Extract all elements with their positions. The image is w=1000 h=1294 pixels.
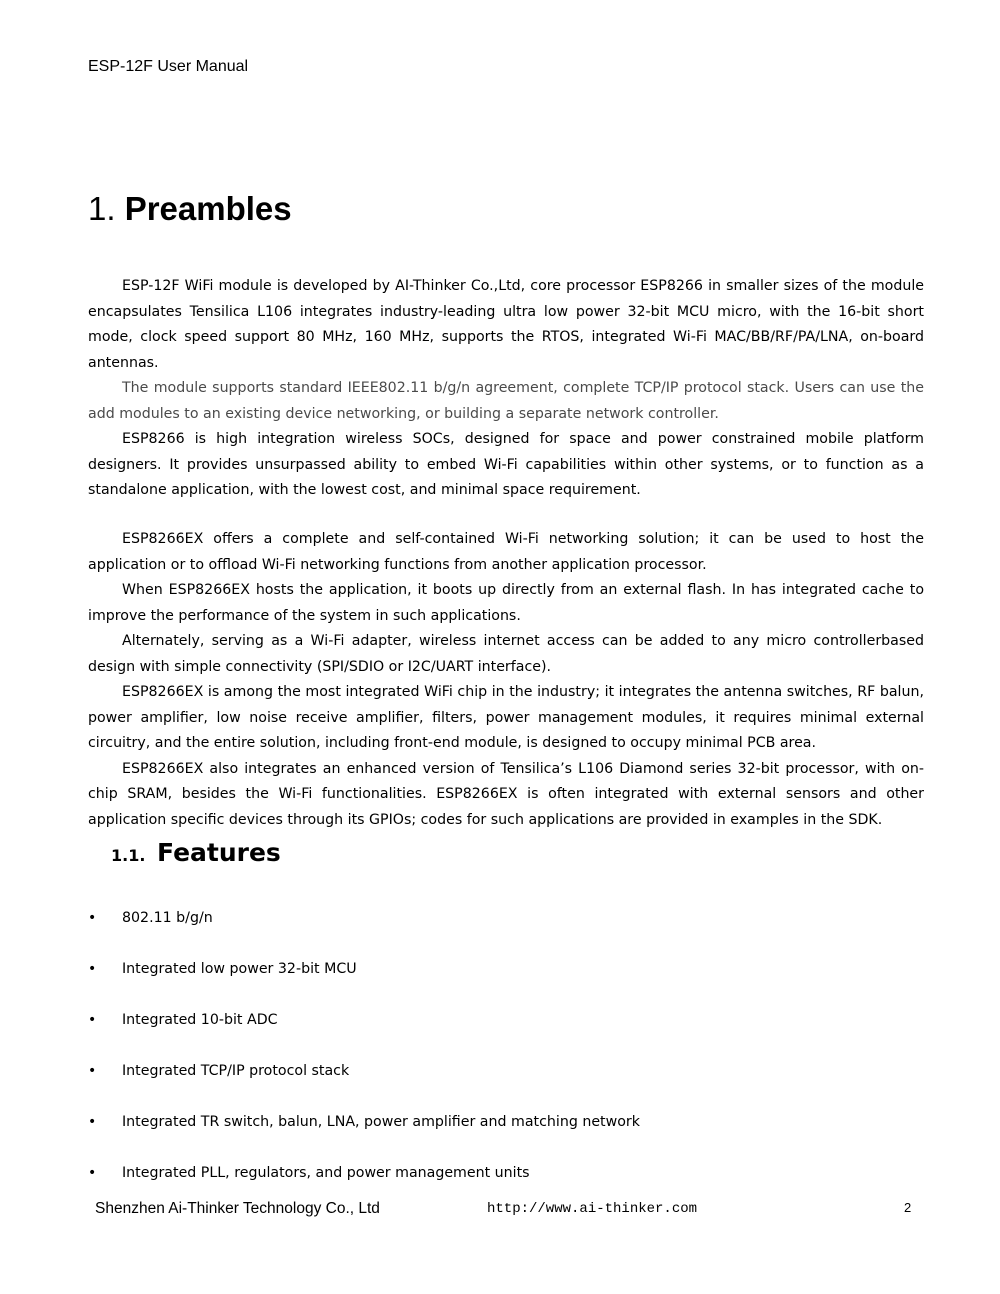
main-text: [88, 527, 924, 833]
feature-text: Integrated 10-bit ADC: [122, 1012, 278, 1028]
running-header: ESP-12F User Manual: [88, 58, 249, 75]
feature-text: Integrated PLL, regulators, and power management units: [122, 1165, 530, 1181]
paragraph: ESP8266 is high integration wireless SOCs, designed for space and power constrained mobile platform designers. It provides unsurpassed ability to embed Wi-Fi capabilities within other systems, or to function as a standalone application, with the lowest cost, and minimal space requirement.: [88, 431, 924, 498]
subsection-heading: [111, 838, 281, 867]
section-heading: [88, 186, 292, 232]
page-number: 2: [904, 1200, 912, 1215]
list-item: [88, 1058, 924, 1109]
paragraph: ESP-12F WiFi module is developed by AI-Thinker Co.,Ltd, core processor ESP8266 in smaller sizes of the module encapsulates Tensilica L106 integrates industry-leading ultra low power 32-bit MCU micro, with the 16-bit short mode, clock speed support 80 MHz, 160 MHz, supports the RTOS, integrated Wi-Fi MAC/BB/RF/PA/LNA, on-board antennas.: [88, 278, 924, 371]
bullet-icon: •: [88, 1012, 97, 1028]
feature-text: 802.11 b/g/n: [122, 910, 213, 926]
paragraph: When ESP8266EX hosts the application, it boots up directly from an external flash. In has integrated cache to improve the performance of the system in such applications.: [88, 582, 924, 624]
list-item: [88, 905, 924, 956]
paragraph: ESP8266EX offers a complete and self-contained Wi-Fi networking solution; it can be used to host the application or to offload Wi-Fi networking functions from another application processor.: [88, 531, 924, 573]
list-item: [88, 956, 924, 1007]
feature-text: Integrated TR switch, balun, LNA, power amplifier and matching network: [122, 1114, 640, 1130]
list-item: [88, 1109, 924, 1160]
subsection-number: 1.1.: [111, 846, 146, 865]
feature-text: Integrated low power 32-bit MCU: [122, 961, 357, 977]
footer-company: Shenzhen Ai-Thinker Technology Co., Ltd: [95, 1200, 380, 1217]
paragraph: ESP8266EX is among the most integrated WiFi chip in the industry; it integrates the antenna switches, RF balun, power amplifier, low noise receive amplifier, filters, power management modules, it requires minimal external circuitry, and the entire solution, including front-end module, is designed to occupy minimal PCB area.: [88, 684, 924, 751]
paragraph: ESP8266EX also integrates an enhanced version of Tensilica’s L106 Diamond series 32-bit processor, with on-chip SRAM, besides the Wi-Fi functionalities. ESP8266EX is often integrated with external sensors and other application specific devices through its GPIOs; codes for such applications are provided in examples in the SDK.: [88, 760, 924, 828]
bullet-icon: •: [88, 961, 97, 977]
paragraph: Alternately, serving as a Wi-Fi adapter, wireless internet access can be added to any micro controllerbased design with simple connectivity (SPI/SDIO or I2C/UART interface).: [88, 633, 924, 675]
section-title: Preambles: [124, 190, 292, 227]
bullet-icon: •: [88, 910, 97, 926]
intro-text: [88, 274, 924, 504]
footer-url: http://www.ai-thinker.com: [487, 1201, 698, 1217]
bullet-icon: •: [88, 1063, 97, 1079]
feature-text: Integrated TCP/IP protocol stack: [122, 1063, 350, 1079]
paragraph: The module supports standard IEEE802.11 b/g/n agreement, complete TCP/IP protocol stack. Users can use the add modules to an existing device networking, or building a separate network controller.: [88, 380, 924, 422]
list-item: [88, 1007, 924, 1058]
features-list: [88, 905, 924, 1211]
bullet-icon: •: [88, 1114, 97, 1130]
bullet-icon: •: [88, 1165, 97, 1181]
subsection-title: Features: [157, 838, 281, 867]
section-number: 1.: [88, 190, 116, 227]
